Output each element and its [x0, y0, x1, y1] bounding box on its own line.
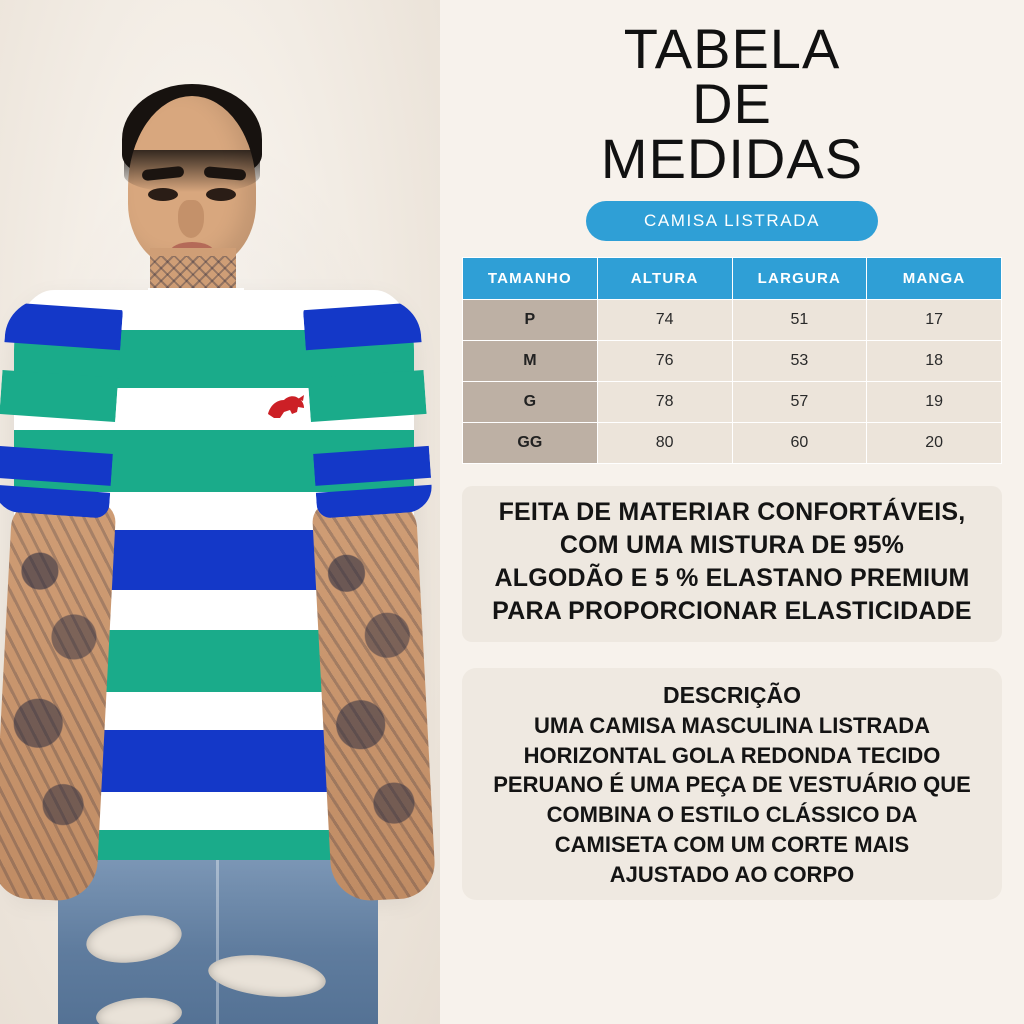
shirt-collar [148, 288, 244, 328]
sleeve-stripe-blue [303, 302, 422, 350]
shirt-sleeve-left [0, 296, 123, 519]
cell-size: G [463, 381, 598, 422]
column-header-altura: ALTURA [597, 257, 732, 299]
cell-manga: 20 [867, 422, 1002, 463]
cell-largura: 60 [732, 422, 867, 463]
description-line-2: HORIZONTAL GOLA REDONDA TECIDO [523, 742, 941, 768]
cell-altura: 80 [597, 422, 732, 463]
column-header-largura: LARGURA [732, 257, 867, 299]
jeans-rip [206, 950, 328, 1002]
cell-manga: 18 [867, 340, 1002, 381]
cell-manga: 17 [867, 299, 1002, 340]
table-header-row [463, 257, 1002, 299]
description-line-6: AJUSTADO AO CORPO [609, 862, 855, 888]
model-eye-left [148, 188, 178, 201]
product-badge: CAMISA LISTRADA [586, 201, 878, 241]
table-row [463, 422, 1002, 463]
description-line-5: CAMISETA COM UM CORTE MAIS [554, 832, 910, 858]
size-measurements-table [462, 257, 1002, 464]
sleeve-stripe-green [0, 370, 118, 422]
material-line-2: COM UMA MISTURA DE 95% [559, 530, 905, 559]
cell-altura: 78 [597, 381, 732, 422]
description-line-1: UMA CAMISA MASCULINA LISTRADA [534, 712, 930, 738]
description-line-3: PERUANO É UMA PEÇA DE VESTUÁRIO QUE [493, 772, 971, 798]
jeans-rip [83, 910, 184, 969]
column-header-tamanho: TAMANHO [463, 257, 598, 299]
material-line-1: FEITA DE MATERIAR CONFORTÁVEIS, [498, 497, 966, 526]
cell-largura: 51 [732, 299, 867, 340]
product-description [462, 668, 1002, 900]
table-row [463, 381, 1002, 422]
info-panel [440, 0, 1024, 1024]
model-eye-right [206, 188, 236, 201]
model-arm-right [312, 498, 437, 903]
jeans-rip [95, 995, 183, 1024]
cell-manga: 19 [867, 381, 1002, 422]
sleeve-stripe-blue [4, 302, 123, 350]
sleeve-stripe-blue [313, 446, 431, 486]
material-description [462, 486, 1002, 642]
title-line-2: DE [692, 71, 772, 135]
description-title: DESCRIÇÃO [662, 681, 801, 708]
table-row [463, 299, 1002, 340]
jeans-seam [216, 860, 219, 1024]
page-title [462, 17, 1002, 190]
model-nose [178, 200, 204, 238]
cell-size: M [463, 340, 598, 381]
cell-largura: 53 [732, 340, 867, 381]
title-line-3: MEDIDAS [600, 126, 864, 190]
cell-size: P [463, 299, 598, 340]
arm-tattoo [312, 498, 437, 903]
material-line-4: PARA PROPORCIONAR ELASTICIDADE [492, 596, 972, 625]
shirt-sleeve-right [303, 296, 434, 519]
cell-altura: 76 [597, 340, 732, 381]
product-photo [0, 0, 440, 1024]
material-line-3: ALGODÃO E 5 % ELASTANO PREMIUM [494, 563, 970, 592]
lion-logo-icon [264, 392, 308, 422]
title-line-1: TABELA [623, 17, 841, 80]
cell-largura: 57 [732, 381, 867, 422]
sleeve-stripe-blue [0, 446, 113, 486]
description-line-4: COMBINA O ESTILO CLÁSSICO DA [546, 802, 918, 828]
cell-altura: 74 [597, 299, 732, 340]
table-row [463, 340, 1002, 381]
column-header-manga: MANGA [867, 257, 1002, 299]
cell-size: GG [463, 422, 598, 463]
model-jeans [58, 860, 378, 1024]
sleeve-stripe-green [308, 370, 427, 422]
